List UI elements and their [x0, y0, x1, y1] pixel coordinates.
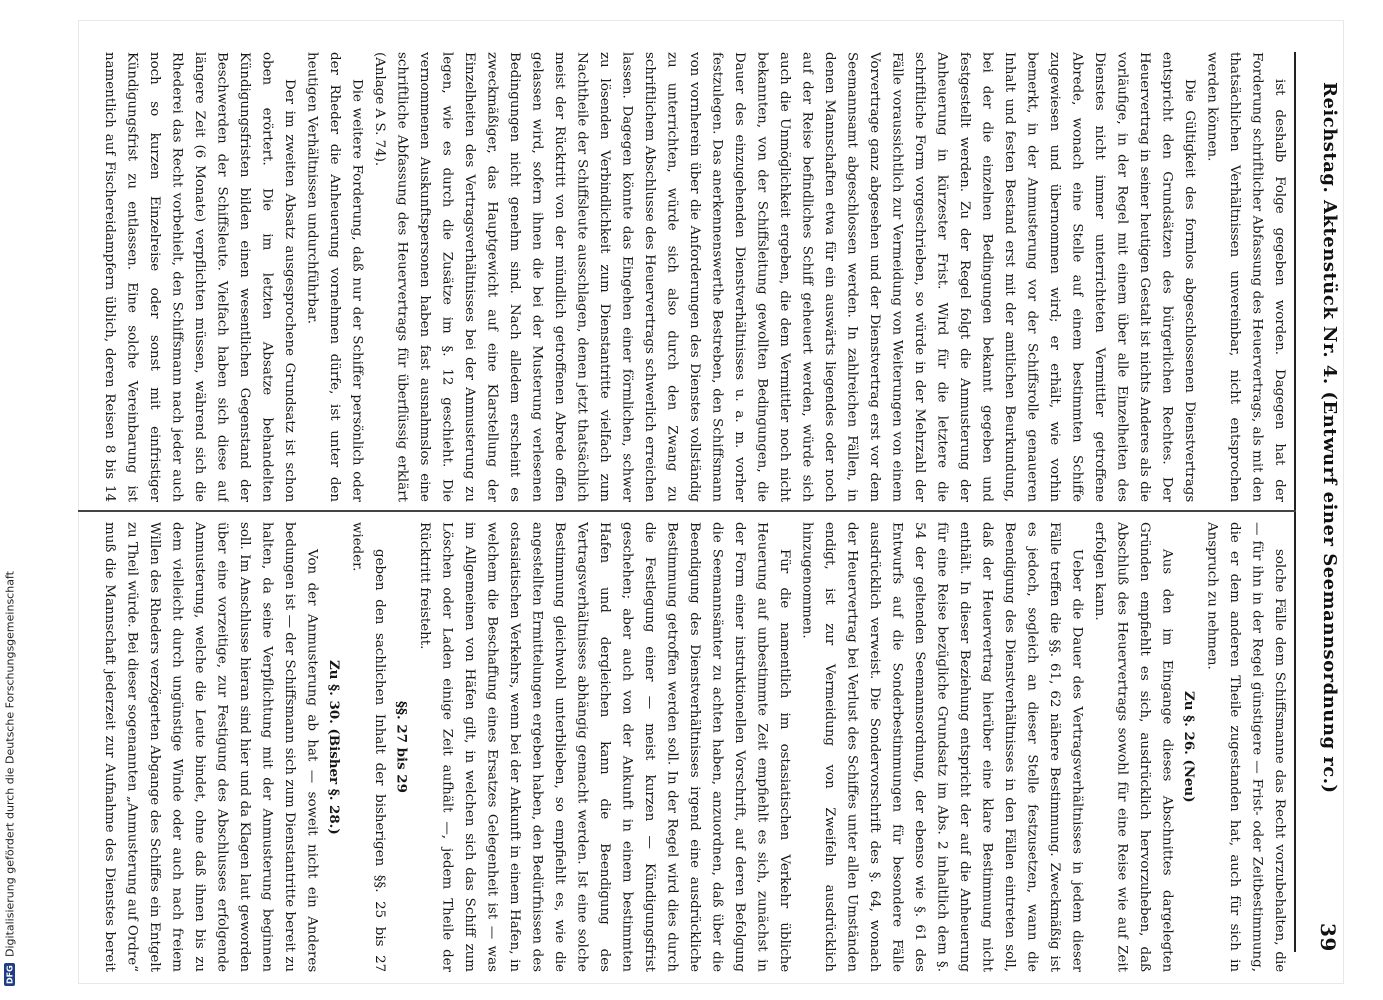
paragraph: Die Gültigkeit des formlos abgeschlossenen Dienstvertrags entspricht den Grundsätzen des bürgerlichen Rechtes. Der Heuervertrag in seiner heutigen Gestalt ist nichts Anderes als die vorläufige, in der Regel mit einem über alle Einzelheiten des Dienstes nicht immer unterrichteten Vermittler getroffene Abrede, wonach eine Stelle auf einem bestimmten Schiffe zugewiesen und übernommen wird; er erhält, wie vorhin bemerkt, in der Anmusterung vor der Schiffsrolle genaueren Inhalt und festen Bestand erst mit der amtlichen Beurkundung, bei der die einzelnen Bedingungen bekannt gegeben und festgestellt werden. Zu der Regel folgt die Anmusterung der Anheuerung in kürzester Frist. Wird für die letztere die schriftliche Form vorgeschrieben, so würde in der Mehrzahl der Fälle voraussichtlich zur Vermeidung von Weiterungen von einem Vorvertrage ganz abgesehen und der Dienstvertrag erst vor dem Seemannsamt abgeschlossen werden. In zahlreichen Fällen, in denen Mannschaften etwa für ein auswärts liegendes oder noch auf der Reise befindliches Schiff geheuert werden, würde sich auch die Unmöglichkeit ergeben, die dem Vermittler noch nicht bekannten, von der Schiffsleitung gewollten Bedingungen, die Dauer des einzugehenden Dienstverhältnisses u. a. m. vorher festzulegen. Das anerkennenswerthe Bestreben, den Schiffsmann von vornherein über die Anforderungen des Dienstes vollständig zu unterrichten, würde sich also durch den Zwang zu schriftlichem Abschlusse des Heuervertrags schwerlich erreichen lassen. Dagegen könnte das Eingehen einer förmlichen, schwer zu lösenden Verbindlichkeit zum Dienstantritte vielfach zum Nachtheile der Schiffsleute ausschlagen, denen jetzt thatsächlich meist der Rücktritt von der mündlich getroffenen Abrede offen gelassen wird, sofern ihnen die bei der Musterung verlesenen Bedingungen nicht genehm sind. Nach alledem erscheint es zweckmäßiger, das Hauptgewicht auf eine Klarstellung der Einzelheiten des Vertragsverhältnisses bei der Anmusterung zu legen, wie es durch die Zusätze im §. 12 geschieht. Die vernommenen Auskunftspersonen haben fast ausnahmslos eine schriftliche Abfassung des Heuervertrags für überflüssig erklärt (Anlage A S. 74).: [372, 52, 1197, 502]
column-divider: [78, 510, 1296, 512]
left-column: [100, 52, 1290, 502]
running-header: [1302, 42, 1342, 962]
paragraph: Der im zweiten Absatz ausgesprochene Grundsatz ist schon oben erörtert. Die im letzten Absatze behandelten Kündigungsfristen bilden einen wesentlichen Gegenstand der Beschwerden der Schiffsleute. Vielfach haben sich diese auf längere Zeit (6 Monate) verpflichten müssen, während sich die Rhederei das Recht vorbehielt, den Schiffsmann nach jeder auch noch so kurzen Einzelreise oder sonst mit einfristiger Kündigungsfrist zu entlassen. Eine solche Vereinbarung ist namentlich auf Fischereidampfern üblich, deren Reisen 8 bis 14: [102, 52, 297, 502]
paragraph: Von der Anmusterung ab hat — soweit nicht ein Anderes bedungen ist — der Schiffsmann sich zum Dienstantritte bereit zu halten, da seine Verpflichtung mit der Anmusterung beginnen soll. Im Anschlusse hieran sind hier und da Klagen laut geworden über eine vorzeitige, zur Festigung des Abschlusses erfolgende Anmusterung, welche die Leute bindet, ohne daß ihnen bis zu dem vielleicht durch ungünstige Winde oder auch nach freiem Willen des Rheders verzögerten Abgange des Schiffes ein Entgelt zu Theil würde. Bei dieser sogenannten „Anmusterung auf Ordre“ muß die Mannschaft jederzeit zur Aufnahme des Dienstes bereit: [102, 522, 320, 972]
left-column-text: [100, 52, 1290, 502]
paragraph: solche Fälle dem Schiffsmanne das Recht vorzubehalten, die — für ihn in der Regel günstigere — Frist- oder Zeitbestimmung, die er dem anderen Theile zugestanden hat, auch für sich in Anspruch zu nehmen.: [1204, 522, 1287, 972]
credit-text: Digitalisierung gefördert durch die Deutsche Forschungsgemeinschaft: [3, 571, 17, 958]
paragraph: Ueber die Dauer des Vertragsverhältnisses in jedem dieser Fälle treffen die §§. 61, 62 nähere Bestimmung. Zweckmäßig ist es jedoch, sogleich an dieser Stelle festzusetzen, wann die Beendigung des Dienstverhältnisses in den Fällen eintreten soll, daß der Heuervertrag hierüber eine klare Bestimmung nicht enthält. In dieser Beziehung entspricht der auf die Anheuerung für eine Reise bezügliche Grundsatz im Abs. 2 inhaltlich dem §. 54 der geltenden Seemannsordnung, der ebenso wie §. 61 des Entwurfs auf die Sonderbestimmungen für besondere Fälle ausdrücklich verweist. Die Sondervorschrift des §. 64, wonach der Heuervertrag bei Verlust des Schiffes unter allen Umständen endigt, ist zur Vermeidung von Zweifeln ausdrücklich hinzugenommen.: [799, 522, 1085, 972]
page-number: 39: [1316, 923, 1340, 952]
paragraph: §§. 27 bis 29: [393, 701, 410, 793]
paragraph: geben den sachlichen Inhalt der bisherigen §§. 25 bis 27 wieder.: [349, 522, 387, 972]
header-title: Reichstag. Aktenstück Nr. 4. (Entwurf einer Seemannsordnung rc.): [1319, 82, 1340, 794]
right-column-text: [100, 522, 1290, 972]
right-column: [100, 522, 1290, 972]
paragraph: Für die namentlich im ostasiatischen Verkehr übliche Heuerung auf unbestimmte Zeit empfiehlt es sich, zunächst in der Form einer instruktionellen Vorschrift, auf deren Befolgung die Seemannsämter zu achten haben, anzuordnen, daß über die Beendigung des Dienstverhältnisses irgend eine ausdrückliche Bestimmung getroffen werden soll. In der Regel wird dies durch die Festlegung einer — meist kurzen — Kündigungsfrist geschehen; aber auch von der Ankunft in einem bestimmten Hafen und dergleichen kann die Beendigung des Vertragsverhältnisses abhängig gemacht werden. Ist eine solche Bestimmung gleichwohl unterblieben, so empfiehlt es, wie die angestellten Ermittelungen ergeben haben, den Bedürfnissen des ostasiatischen Verkehrs, wenn bei der Ankunft in einem Hafen, in welchem die Beschaffung eines Ersatzes Gelegenheit ist — was im Allgemeinen von Häfen gilt, in welchen sich das Schiff zum Löschen oder Laden einige Zeit aufhält —, jedem Theile der Rücktritt freisteht.: [417, 522, 792, 972]
paragraph: ist deshalb Folge gegeben worden. Dagegen hat der Forderung schriftlicher Abfassung des Heuervertrags, als mit den thatsächlichen Verhältnissen unvereinbar, nicht entsprochen werden können.: [1204, 52, 1287, 502]
paragraph: Zu §. 30. (Bisher §. 28.): [326, 659, 342, 835]
paragraph: Aus den im Eingange dieses Abschnittes dargelegten Gründen empfiehlt es sich, ausdrücklich hervorzuheben, daß Abschluß des Heuervertrags sowohl für eine Reise wie auf Zeit erfolgen kann.: [1092, 522, 1175, 972]
paragraph: Zu §. 26. (Neu): [1181, 691, 1197, 803]
document-page: [80, 22, 1342, 982]
digitization-credit: [0, 0, 20, 1000]
header-rule: [1294, 52, 1296, 952]
dfg-logo: DFG: [5, 965, 15, 984]
paragraph: Die weitere Forderung, daß nur der Schiffer persönlich oder der Rheder die Anheuerung vornehmen dürfe, ist unter den heutigen Verhältnissen undurchführbar.: [304, 52, 365, 502]
